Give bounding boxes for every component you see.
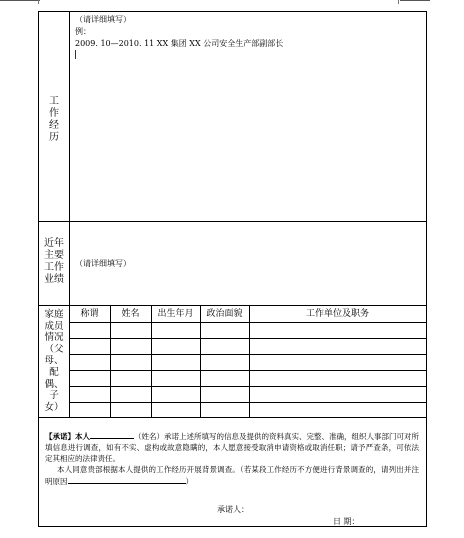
family-cell-birth-date[interactable]	[152, 323, 200, 338]
family-label-line: 偶、	[44, 378, 64, 390]
page-top-mark-left	[0, 0, 40, 1]
signer-label: 承诺人：	[217, 505, 249, 514]
family-label-line: 成员	[44, 320, 64, 332]
family-cell-name[interactable]	[111, 371, 151, 386]
recent-section-bottom-border	[39, 305, 426, 306]
pledge-tag: 【承诺】本人	[45, 432, 90, 441]
family-cell-political-status[interactable]	[201, 323, 249, 338]
work-label-char: 工	[49, 96, 59, 107]
family-cell-name[interactable]	[111, 355, 151, 370]
family-members-label	[39, 309, 69, 413]
family-cell-birth-date[interactable]	[152, 355, 200, 370]
family-cell-employer[interactable]	[250, 387, 426, 402]
family-cell-birth-date[interactable]	[152, 403, 200, 417]
page-top-mark-right	[400, 0, 430, 1]
family-section-bottom-border	[39, 417, 426, 418]
signer-field[interactable]	[251, 502, 331, 514]
family-cell-relation[interactable]	[70, 387, 110, 402]
pledge-name-blank[interactable]	[90, 430, 134, 439]
family-cell-employer[interactable]	[250, 339, 426, 354]
header-political-status: 政治面貌	[206, 309, 243, 319]
family-cell-birth-date[interactable]	[152, 371, 200, 386]
family-cell-political-status[interactable]	[201, 339, 249, 354]
family-label-line: 家庭	[44, 309, 64, 320]
pledge-reason-blank[interactable]	[68, 475, 186, 484]
family-cell-employer[interactable]	[250, 323, 426, 338]
date-label: 日 期：	[333, 517, 360, 526]
family-cell-name[interactable]	[111, 387, 151, 402]
work-label-char: 经	[49, 120, 59, 131]
family-cell-employer[interactable]	[250, 355, 426, 370]
pledge-text-2: 本人同意贵部根据本人提供的工作经历开展背景调查。（若某段工作经历不方便进行背景调查的，请列出并注明原因	[45, 465, 419, 486]
family-cell-name[interactable]	[111, 403, 151, 417]
pledge-text-1: （姓名）承诺上述所填写的信息及提供的资料真实、完整、准确，组织人事部门可对所填信息进行调查，如有不实、虚构或故意隐瞒的，本人愿意接受取消申请资格或取消任职；请予严查条，可依法定其相应的法律责任。	[45, 432, 419, 463]
work-hint-text: （请详细填写）	[75, 15, 131, 24]
header-employer-position: 工作单位及职务	[305, 309, 369, 319]
family-label-line: 配	[49, 366, 59, 378]
family-cell-birth-date[interactable]	[152, 339, 200, 354]
work-example-label: 例：	[75, 27, 91, 36]
recent-label-line: 主要	[44, 250, 64, 261]
header-relation: 称谓	[80, 309, 99, 319]
family-cell-relation[interactable]	[70, 339, 110, 354]
family-cell-employer[interactable]	[250, 371, 426, 386]
header-name: 姓名	[121, 309, 140, 319]
family-cell-relation[interactable]	[70, 403, 110, 417]
header-birth-date: 出生年月	[157, 309, 194, 319]
family-cell-political-status[interactable]	[201, 387, 249, 402]
family-cell-birth-date[interactable]	[152, 387, 200, 402]
recent-label-line: 业绩	[44, 274, 64, 285]
family-cell-relation[interactable]	[70, 355, 110, 370]
family-cell-name[interactable]	[111, 339, 151, 354]
family-cell-political-status[interactable]	[201, 371, 249, 386]
family-cell-name[interactable]	[111, 323, 151, 338]
recent-label-line: 工作	[44, 262, 64, 273]
family-label-line: 母、	[44, 355, 64, 367]
recent-hint-text: （请详细填写）	[75, 259, 131, 268]
family-cell-employer[interactable]	[250, 403, 426, 417]
application-form-table	[38, 11, 427, 527]
family-cell-relation[interactable]	[70, 371, 110, 386]
family-cell-relation[interactable]	[70, 323, 110, 338]
pledge-paragraph-2	[45, 464, 419, 487]
page-top-tick-right	[398, 0, 399, 4]
recent-label-line: 近年	[44, 238, 64, 249]
work-label-char: 历	[49, 132, 59, 143]
pledge-text-2-end: ）	[185, 477, 193, 486]
family-cell-political-status[interactable]	[201, 403, 249, 417]
work-experience-label	[39, 96, 69, 144]
work-label-char: 作	[49, 108, 59, 119]
work-example-entry: 2009. 10—2010. 11 XX 集团 XX 公司安全生产部副部长	[75, 39, 284, 48]
page-top-tick-left	[38, 0, 39, 4]
family-cell-political-status[interactable]	[201, 355, 249, 370]
family-label-line: 子	[49, 390, 59, 402]
date-field[interactable]	[375, 514, 421, 526]
work-text-cursor	[75, 50, 76, 59]
family-label-line: 女）	[44, 401, 64, 413]
work-section-bottom-border	[39, 221, 426, 222]
family-label-line: 情况	[44, 332, 64, 344]
pledge-paragraph-1	[45, 430, 419, 464]
family-label-line: （父	[44, 343, 64, 355]
recent-achievements-label	[39, 238, 69, 286]
